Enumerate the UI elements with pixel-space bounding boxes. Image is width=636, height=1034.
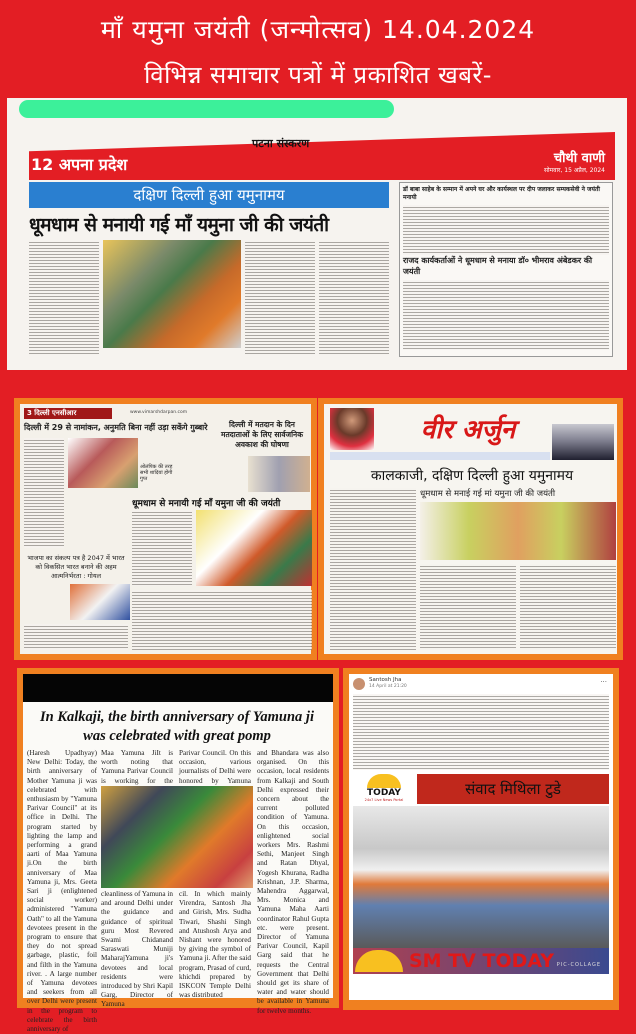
post-time: 14 April at 21:20 <box>369 684 407 689</box>
event-photo <box>101 786 253 888</box>
article-text <box>520 564 616 650</box>
photo <box>248 456 310 492</box>
watermark: PIC-COLLAGE <box>556 962 601 968</box>
clipping-dilli-ncr <box>14 398 317 660</box>
subheadline: धूमधाम से मनाई गई मां यमुना जी की जयंती <box>420 489 556 499</box>
clipping-social-post <box>343 668 619 1010</box>
side-story-heading-2: राजद कार्यकर्ताओं ने धूमधाम से मनाया डॉ० भीमराव अंबेडकर की जयंती <box>403 256 593 276</box>
article-col-2-bottom: cleanliness of Yamuna in and around Delhi under the guidance and guidance of spiritual guru Most Revered Swami Chidanand Saraswati Muniji MaharajYamuna ji's devotees and local residents were introduced by Shri Kapil Garg, Director of Yamuna <box>101 890 173 1009</box>
article-text <box>132 590 312 650</box>
story-headline-1: दिल्ली में 29 से नामांकन, अनुमति बिना नहीं उड़ा सकेंगे गुब्बारे <box>24 423 208 432</box>
article-text <box>24 624 128 650</box>
model-photo <box>330 408 374 450</box>
clipping-english <box>17 668 339 1034</box>
event-photo <box>196 510 312 586</box>
event-photo <box>420 502 616 560</box>
footer-banner <box>353 948 609 974</box>
photo <box>68 438 138 488</box>
side-story <box>399 182 613 357</box>
headline: धूमधाम से मनायी गई माँ यमुना जी की जयंती <box>29 214 329 236</box>
edition-label: पटना संस्करण <box>252 137 310 150</box>
article-text <box>245 240 315 354</box>
highlight-marker <box>19 100 394 118</box>
article-col-4: and Bhandara was also organised. On this occasion, local residents from Kalkaji and South Delhi expressed their concern about the current polluted condition of Yamuna. On this occasion, enlightened social workers Mrs. Rashmi Sethi, Manjeet Singh and Ratan Dhyal, Yogesh Khurana, Radha Krishnan, J.P. Sharma, Mahendra Aggarwal, Mrs. Monica and Yamuna Maha Aarti coordinator Rahul Gupta etc. were present. Director of Yamuna Parivar Council, Kapil Garg said that he requests the Central Government that Delhi should get its share of water and water should be available in Yamuna for twelve months. <box>257 749 329 1015</box>
headline: कालकाजी, दक्षिण दिल्ली हुआ यमुनामय <box>370 468 574 484</box>
page-label: 12 अपना प्रदेश <box>31 155 128 174</box>
post-options-button[interactable]: ··· <box>600 678 607 686</box>
article-text <box>330 488 416 650</box>
paper-name: चौथी वाणी <box>553 151 605 166</box>
headline: In Kalkaji, the birth anniversary of Yamuna ji was celebrated with great pomp <box>40 709 314 744</box>
side-text <box>403 280 609 350</box>
article-text <box>319 240 389 354</box>
photo <box>70 584 130 620</box>
info-strip <box>330 452 550 460</box>
event-photo <box>103 240 241 348</box>
page-title: माँ यमुना जयंती (जन्मोत्सव) 14.04.2024 <box>100 15 536 44</box>
article-col-3-bottom: cil. In which mainly Virendra, Santosh Jha and Girish, Mrs. Sudha Tiwari, Shashi Singh and Atushosh Arya and Nishant were honored by giving the symbol of Yamuna ji. After the said program, Prasad of curd, khichdi prepared by ISKCON Temple Delhi was distributed <box>179 890 251 1000</box>
masthead: वीर अर्जुन <box>420 415 516 445</box>
clipping-chauthi-vani <box>7 98 627 370</box>
post-author: Santosh Jha <box>369 677 402 683</box>
website: www.vimarshdarpan.com <box>130 410 188 415</box>
avatar <box>353 678 365 690</box>
logo-tagline: 24x7 Live News Portal <box>364 798 404 802</box>
logo-sun-icon <box>355 950 403 972</box>
side-story-heading: डॉ बाबा साहेब के सम्मान में अपने घर और कार्यस्थल पर दीप जलाकर सम्यकसेवी ने जयंती मनायी <box>403 186 600 201</box>
article-text <box>420 564 516 650</box>
footer-brand: SM TV TODAY <box>409 950 555 972</box>
redacted-band <box>23 674 333 702</box>
article-col-2-top: Maa Yamuna JiIt is worth noting that Yamuna Parivar Council is working for the <box>101 749 173 785</box>
paper-date: सोमवार, 15 अप्रैल, 2024 <box>543 167 605 174</box>
clipping-veer-arjun <box>318 398 623 660</box>
today-logo <box>353 774 415 804</box>
article-col-1: (Haresh Upadhyay) New Delhi: Today, the birth anniversary of Mother Yamuna ji was celebrated with enthusiasm by "Yamuna Parivar Council" at its office in Delhi. The program started by lighting the lamp and performing a grand aarti of Maa Yamuna ji.On the birth anniversary of Maa Yamuna ji, Mrs. Geeta Sari ji (enlightened social worker) administered "Yamuna Oath" to all the Yamuna devotees present in the program to ensure that they do not spread garbage, plastic, foil and filth in the Yamuna river. . A large number of Yamuna devotees and seekers from all over Delhi were present in the program to celebrate the birth anniversary of <box>27 749 97 1034</box>
article-text <box>132 510 192 586</box>
page-header <box>0 0 636 98</box>
caption: ओलंपिक की तरह सभी शादियां होंगी गुप्त <box>140 464 173 482</box>
side-text <box>403 205 609 255</box>
article-text <box>24 438 64 548</box>
logo-text: TODAY <box>367 788 401 798</box>
banner-title: संवाद मिथिला टुडे <box>417 774 609 804</box>
page-subtitle: विभिन्न समाचार पत्रों में प्रकाशित खबरें- <box>144 61 492 89</box>
event-photo <box>353 806 609 948</box>
story-headline-2: दिल्ली में मतदान के दिन मतदाताओं के लिए सार्वजनिक अवकाश की घोषणा <box>221 420 303 449</box>
blue-heading: दक्षिण दिल्ली हुआ यमुनामय <box>29 182 389 208</box>
article-col-3-top: Parivar Council. On this occasion, various journalists of Delhi were honored by Yamuna <box>179 749 251 785</box>
news-photo <box>552 424 614 460</box>
post-text <box>353 694 609 770</box>
article-text <box>29 240 99 354</box>
page-label: 3 दिल्ली एनसीआर <box>24 408 112 419</box>
logo-sun-icon <box>367 774 401 788</box>
headline: धूमधाम से मनायी गई माँ यमुना जी की जयंती <box>132 499 281 509</box>
story-headline-3: भाजपा का संकल्प पत्र है 2047 में भारत को विकसित भारत बनाने की अहम आत्मनिर्भरता : गोयल <box>27 554 125 580</box>
